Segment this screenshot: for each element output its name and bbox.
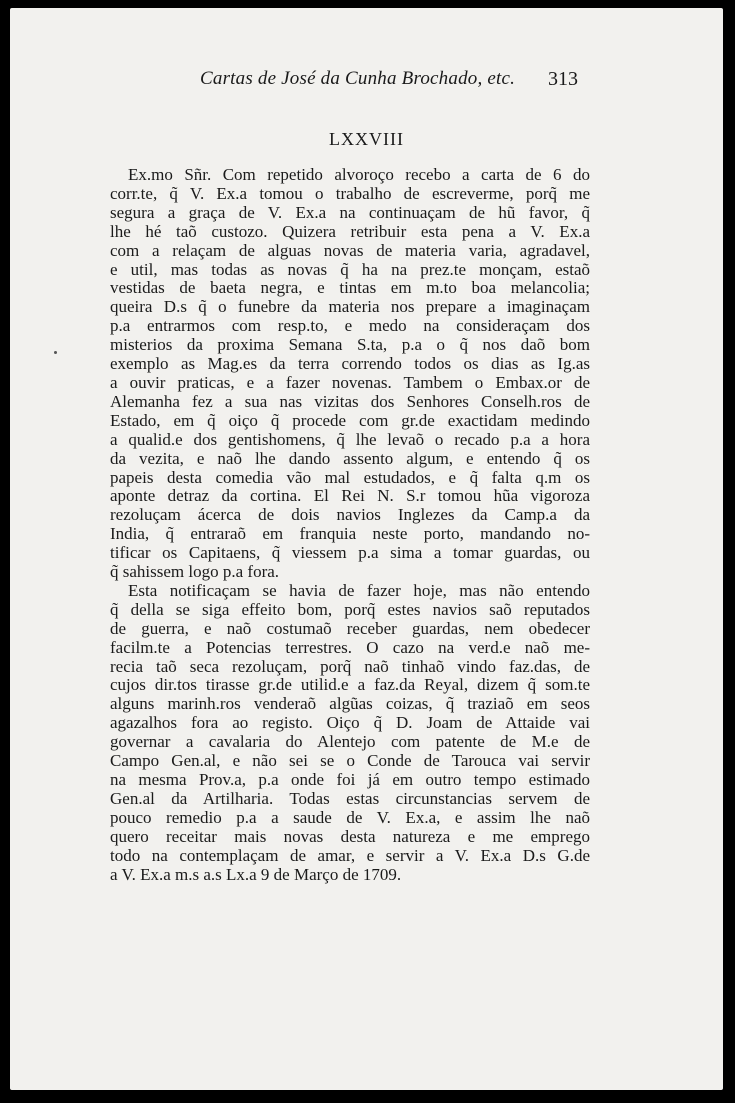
- text-line: p.a entrarmos com resp.to, e medo na consideraçam dos: [110, 316, 590, 336]
- text-line: lhe hé taõ custozo. Quizera retribuir esta pena a V. Ex.a: [110, 221, 590, 241]
- text-line: na mesma Prov.a, p.a onde foi já em outro tempo estimado: [110, 770, 590, 789]
- letter-body: [110, 166, 590, 884]
- text-line: India, q̃ entraraõ em franquia neste porto, mandando no-: [110, 524, 590, 544]
- running-title: Cartas de José da Cunha Brochado, etc.: [200, 68, 516, 89]
- text-line: quero receitar mais novas desta natureza e me emprego: [110, 826, 590, 846]
- text-line: q̃ sahissem logo p.a fora.: [110, 562, 280, 582]
- text-line: todo na contemplaçam de amar, e servir a V. Ex.a D.s G.de: [110, 845, 590, 865]
- text-line: queira D.s q̃ o funebre da materia nos prepare a imaginaçam: [110, 297, 590, 317]
- text-line: Esta notificaçam se havia de fazer hoje, mas não entendo: [128, 580, 590, 600]
- text-line: facilm.te a Potencias terrestres. O cazo na verd.e naõ me-: [110, 637, 590, 657]
- text-line: segura a graça de V. Ex.a na continuaçam de hũ favor, q̃: [110, 202, 590, 222]
- text-line: com a relaçam de alguas novas de materia varia, agradavel,: [110, 240, 590, 260]
- text-line: Alemanha fez a sua nas vizitas dos Senhores Conselh.ros de: [110, 391, 590, 411]
- paragraph-2: [110, 582, 590, 885]
- text-line: aponte detraz da cortina. El Rei N. S.r tomou hũa vigoroza: [110, 486, 590, 506]
- text-line: misterios da proxima Semana S.ta, p.a o q̃ nos daõ bom: [110, 335, 590, 355]
- text-line: recia taõ seca rezoluçam, porq̃ naõ tinhaõ vindo faz.das, de: [110, 656, 590, 676]
- text-line: Estado, em q̃ oiço q̃ procede com gr.de exactidam medindo: [110, 410, 590, 430]
- margin-mark: [54, 351, 57, 354]
- text-line: cujos dir.tos tirasse gr.de utilid.e a faz.da Reyal, dizem q̃ som.te: [110, 675, 590, 695]
- page-number: 313: [548, 68, 578, 90]
- text-line: agazalhos fora ao registo. Oiço q̃ D. Joam de Attaide vai: [110, 713, 590, 733]
- text-line: e util, mas todas as novas q̃ ha na prez.te monçam, estaõ: [110, 259, 590, 279]
- text-line: a qualid.e dos gentishomens, q̃ lhe levaõ o recado p.a a hora: [110, 429, 590, 449]
- text-line: governar a cavalaria do Alentejo com patente de M.e de: [110, 732, 590, 752]
- text-line: exemplo as Mag.es da terra correndo todos os dias as Ig.as: [110, 354, 590, 374]
- text-line: Gen.al da Artilharia. Todas estas circunstancias servem de: [110, 788, 590, 808]
- text-line: de guerra, e naõ costumaõ receber guardas, nem obedecer: [110, 618, 590, 638]
- text-line: a V. Ex.a m.s a.s Lx.a 9 de Março de 1709.: [110, 864, 402, 884]
- text-line: q̃ della se siga effeito bom, porq̃ estes navios saõ reputados: [110, 599, 590, 619]
- text-line: a ouvir praticas, e a fazer novenas. Tambem o Embax.or de: [110, 372, 590, 392]
- book-page: [10, 8, 723, 1090]
- letter-number: LXXVIII: [329, 129, 404, 149]
- text-line: rezoluçam ácerca de dois navios Inglezes da Camp.a da: [110, 505, 590, 525]
- text-line: Ex.mo Sñr. Com repetido alvoroço recebo a carta de 6 do: [128, 165, 590, 184]
- text-line: vestidas de baeta negra, e tintas em m.to boa melancolia;: [110, 278, 590, 298]
- paragraph-1: [110, 166, 590, 582]
- text-line: papeis desta comedia vão mal estudados, e q̃ falta q.m os: [110, 467, 590, 487]
- text-line: alguns marinh.ros venderaõ algũas coizas, q̃ traziaõ em seos: [110, 694, 590, 714]
- page-header: [10, 68, 723, 98]
- text-line: tificar os Capitaens, q̃ viessem p.a sima a tomar guardas, ou: [110, 543, 590, 563]
- text-line: da vezita, e naõ lhe dando assento algum, e entendo q̃ os: [110, 448, 590, 468]
- text-line: Campo Gen.al, e não sei se o Conde de Tarouca vai servir: [110, 751, 590, 771]
- text-line: pouco remedio p.a a saude de V. Ex.a, e assim lhe naõ: [110, 807, 590, 827]
- text-line: corr.te, q̃ V. Ex.a tomou o trabalho de escreverme, porq̃ me: [110, 183, 590, 203]
